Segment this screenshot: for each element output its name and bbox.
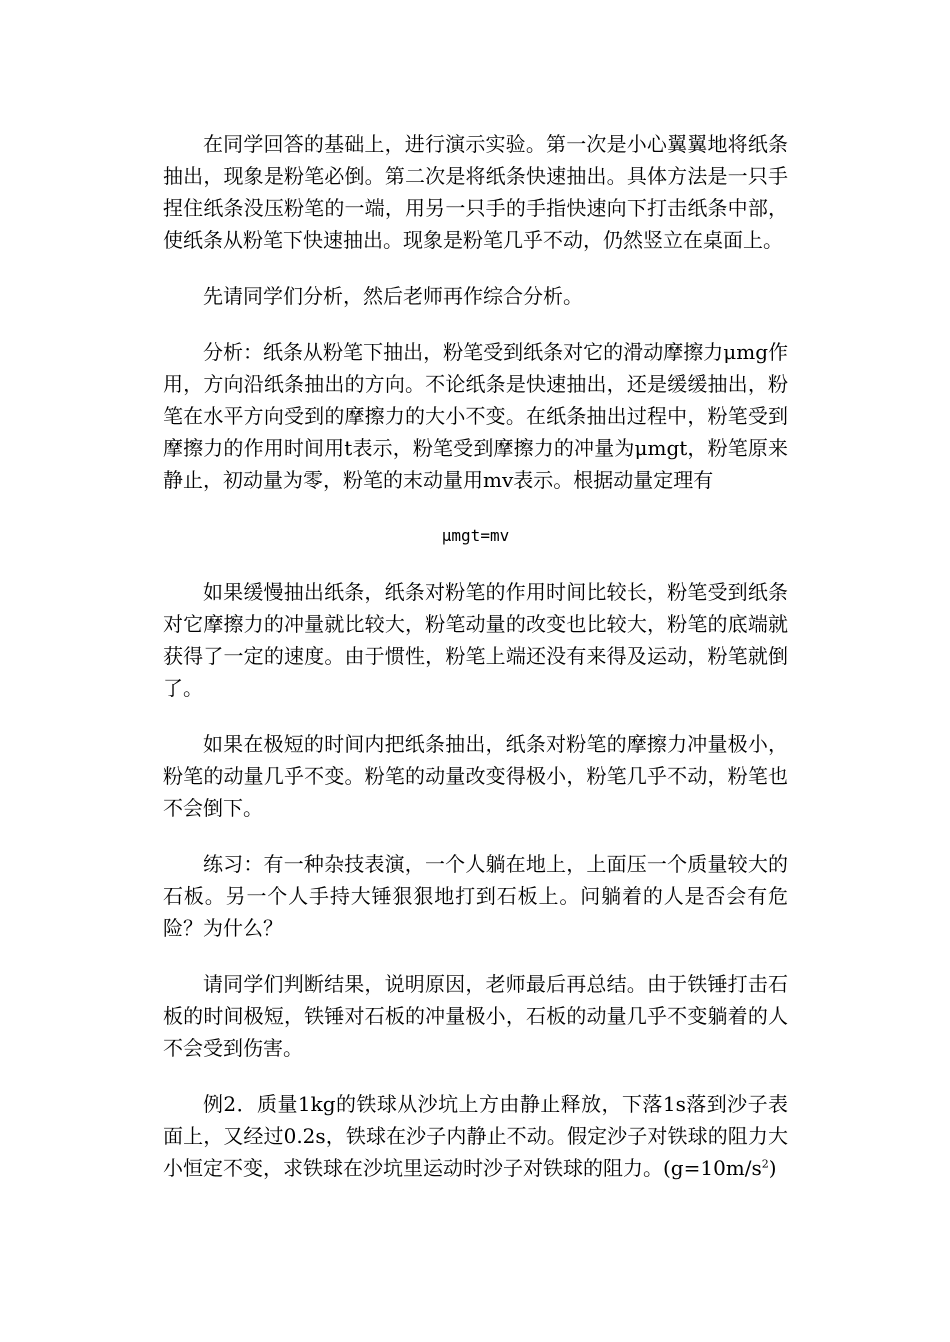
formula-momentum-theorem: μmgt=mv [441, 526, 510, 545]
paragraph-exercise-answer: 请同学们判断结果，说明原因，老师最后再总结。由于铁锤打击石板的时间极短，铁锤对石板的冲量极小，石板的动量几乎不变躺着的人不会受到伤害。 [163, 972, 788, 1060]
example-2-superscript: 2 [761, 1157, 769, 1171]
paragraph-exercise: 练习：有一种杂技表演，一个人躺在地上，上面压一个质量较大的石板。另一个人手持大锤狠狠地打到石板上。问躺着的人是否会有危险？为什么？ [163, 852, 788, 940]
paragraph-analysis: 分析：纸条从粉笔下抽出，粉笔受到纸条对它的滑动摩擦力μmg作用，方向沿纸条抽出的方向。不论纸条是快速抽出，还是缓缓抽出，粉笔在水平方向受到的摩擦力的大小不变。在纸条抽出过程中，粉笔受到摩擦力的作用时间用t表示，粉笔受到摩擦力的冲量为μmgt，粉笔原来静止，初动量为零，粉笔的末动量用mv表示。根据动量定理有 [163, 340, 788, 492]
example-2-text: 例2．质量1kg的铁球从沙坑上方由静止释放，下落1s落到沙子表面上，又经过0.2s，铁球在沙子内静止不动。假定沙子对铁球的阻力大小恒定不变，求铁球在沙坑里运动时沙子对铁球的阻力。(g=10m/s [163, 1092, 788, 1180]
document-body [163, 128, 788, 1208]
paragraph-example-2 [163, 1088, 788, 1184]
example-2-closing: ) [768, 1156, 777, 1180]
paragraph-analysis-prompt: 先请同学们分析，然后老师再作综合分析。 [203, 284, 583, 308]
paragraph-demo-experiment: 在同学回答的基础上，进行演示实验。第一次是小心翼翼地将纸条抽出，现象是粉笔必倒。第二次是将纸条快速抽出。具体方法是一只手捏住纸条没压粉笔的一端，用另一只手的手指快速向下打击纸条中部，使纸条从粉笔下快速抽出。现象是粉笔几乎不动，仍然竖立在桌面上。 [163, 132, 788, 252]
paragraph-fast-pull: 如果在极短的时间内把纸条抽出，纸条对粉笔的摩擦力冲量极小，粉笔的动量几乎不变。粉笔的动量改变得极小，粉笔几乎不动，粉笔也不会倒下。 [163, 732, 788, 820]
paragraph-slow-pull: 如果缓慢抽出纸条，纸条对粉笔的作用时间比较长，粉笔受到纸条对它摩擦力的冲量就比较大，粉笔动量的改变也比较大，粉笔的底端就获得了一定的速度。由于惯性，粉笔上端还没有来得及运动，粉笔就倒了。 [163, 580, 788, 700]
